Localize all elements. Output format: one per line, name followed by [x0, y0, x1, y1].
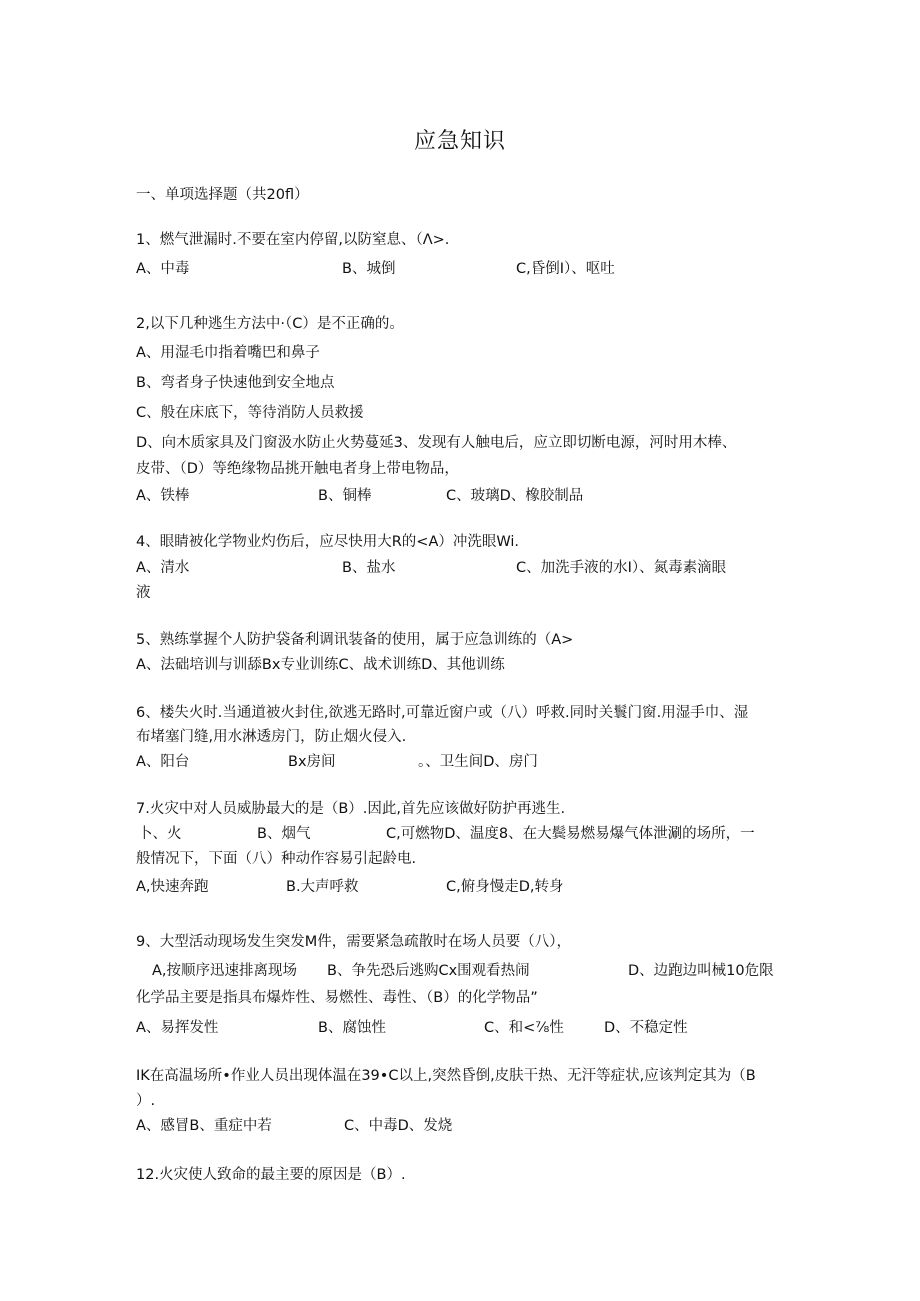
page-title: 应急知识 — [413, 129, 506, 154]
q2-option-c: C、般在床底下，等待消防人员救援 — [136, 405, 364, 421]
q1-option-cd: C,昏倒I）、呕吐 — [516, 261, 615, 277]
q2-option-a: A、用湿毛巾指着嘴巴和鼻子 — [136, 345, 320, 361]
q9-option-a: A,按顺序迅速排离现场 — [152, 963, 298, 979]
question-5-stem: 5、熟练掌握个人防护袋备利调讯装备的使用，属于应急训练的（A> — [136, 632, 574, 648]
q3-stem-cont: 皮带、（D）等绝缘物品挑开触电者身上带电物品， — [136, 461, 459, 477]
q4-option-b: B、盐水 — [342, 560, 396, 576]
q2-option-b: B、弯者身子快速他到安全地点 — [136, 375, 335, 391]
q5-options: A、法础培训与训舔Bx专业训练C、战术训练D、其他训练 — [136, 657, 505, 673]
question-6-stem: 6、楼失火时.当通道被火封住,欲逃无路时,可靠近窗户或（八）呼救.同时关鬟门窗.用湿手巾、湿 — [136, 705, 749, 721]
question-10-stem-cont: 化学品主要是指具布爆炸性、易燃性、毒性、（B）的化学物品” — [136, 990, 538, 1006]
question-6-stem-cont: 布堵塞门缝,用水淋透房门，防止烟火侵入. — [136, 729, 407, 745]
q8-option-b: B.大声呼救 — [286, 879, 359, 895]
q10-option-a: A、易挥发性 — [136, 1020, 219, 1036]
q6-option-cd: 。、卫生间D、房门 — [418, 754, 538, 770]
q7-option-b: B、烟气 — [257, 826, 311, 842]
q4-option-cd: C、加洗手液的水I）、氮毒素滴眼 — [516, 560, 727, 576]
q11-option-ab: A、感冒B、重症中若 — [136, 1118, 272, 1134]
question-12-stem: 12.火灾使人致命的最主要的原因是（B）. — [136, 1167, 406, 1183]
question-9-stem: 9、大型活动现场发生突发M件，需要紧急疏散时在场人员要（八）， — [136, 934, 571, 950]
q1-option-b: B、城倒 — [342, 261, 396, 277]
q3-option-a: A、铁棒 — [136, 488, 190, 504]
q3-option-b: B、铜棒 — [318, 488, 372, 504]
q4-option-a: A、清水 — [136, 560, 190, 576]
q10-option-d: D、不稳定性 — [604, 1020, 688, 1036]
question-2-stem: 2,以下几种逃生方法中·（C）是不正确的。 — [136, 316, 404, 332]
q3-option-cd: C、玻璃D、橡胶制品 — [446, 488, 584, 504]
q9-option-bc: B、争先恐后逃购Cx围观看热闹 — [327, 963, 530, 979]
q10-option-b: B、腐蚀性 — [318, 1020, 386, 1036]
q9-option-d-q10-stem: D、边跑边叫械10危限 — [628, 963, 774, 979]
q1-option-a: A、中毒 — [136, 261, 190, 277]
q7-option-a: 卜、火 — [138, 826, 182, 842]
q7-option-cd-q8-stem: C,可燃物D、温度8、在大鬓易燃易爆气体泄涮的场所，一 — [386, 826, 755, 842]
q8-option-a: A,快速奔跑 — [136, 879, 209, 895]
q11-option-cd: C、中毒D、发烧 — [344, 1118, 453, 1134]
question-4-stem: 4、眼睛被化学物业灼伤后，应尽快用大R的<A）冲洗眼Wi. — [136, 534, 520, 550]
question-11-stem-cont: ）. — [136, 1093, 156, 1109]
question-8-stem-cont: 般情况下，下面（八）种动作容易引起龄电. — [136, 851, 417, 867]
q2-option-d-q3-stem: D、向木质家具及门窗汲水防止火势蔓延3、发现有人触电后，应立即切断电源，河时用木棒、 — [136, 435, 737, 451]
q10-option-c: C、和<⅞性 — [484, 1020, 564, 1036]
q6-option-a: A、阳台 — [136, 754, 190, 770]
q8-option-cd: C,俯身慢走D,转身 — [446, 879, 564, 895]
section-heading: 一、单项选择题（共20fl） — [136, 187, 309, 203]
q6-option-b: Bx房间 — [288, 754, 336, 770]
question-11-stem: IK在高温场所•作业人员出现体温在39•C以上,突然昏倒,皮肤干热、无汗等症状,应该判定其为（B — [136, 1068, 756, 1084]
q4-option-wrap: 液 — [136, 585, 151, 601]
question-1-stem: 1、燃气泄漏时.不要在室内停留,以防窒息、（Λ>. — [136, 232, 450, 248]
question-7-stem: 7.火灾中对人员威胁最大的是（B）.因此,首先应该做好防护再逃生. — [136, 801, 566, 817]
